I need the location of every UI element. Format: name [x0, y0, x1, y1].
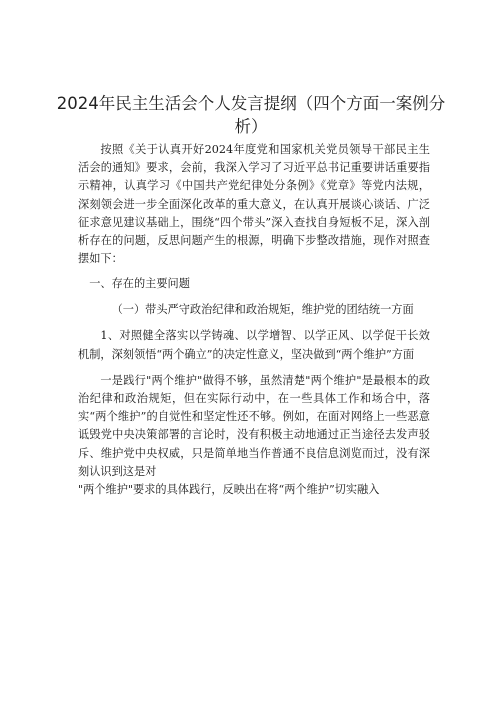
body-paragraph-2: "两个维护"要求的具体践行，反映出在将“两个维护”切实融入: [78, 482, 380, 496]
intro-paragraph: 按照《关于认真开好2024年度党和国家机关党员领导干部民主生活会的通知》要求，会前，我深入学习了习近平总书记重要讲话重要指示精神，认真学习《中国共产党纪律处分条例》《党章》等党内法规，深刻领会进一步全面深化改革的重大意义，在认真开展谈心谈话、广泛征求意见建议基础上，围绕“四个带头”深入查找自身短板不足，深入剖析存在的问题，反思问题产生的根源，明确下步整改措施，现作对照查摆如下：: [78, 143, 430, 266]
body-paragraph-1: 一是践行"两个维护"做得不够，虽然清楚"两个维护"是最根本的政治纪律和政治规矩，但在实际行动中，在一些具体工作和场合中，落实“两个维护”的自觉性和坚定性还不够。例如，在面对网络上一些恶意诋毁党中央决策部署的言论时，没有积极主动地通过正当途径去发声驳斥、维护党中央权威，只是简单地当作普通不良信息浏览而过，没有深刻认识到这是对: [78, 373, 430, 478]
document-body: [78, 141, 430, 499]
document-title: 2024年民主生活会个人发言提纲（四个方面一案例分析）: [56, 94, 446, 136]
subsection-heading-1: （一）带头严守政治纪律和政治规矩，维护党的团结统一方面: [111, 303, 414, 317]
section-heading-1: 一、存在的主要问题: [89, 276, 190, 290]
item-heading-1: 1、对照健全落实以学铸魂、以学增智、以学正风、以学促干长效机制，深刻领悟“两个确立”的决定性意义，坚决做到“两个维护”方面: [78, 329, 430, 361]
